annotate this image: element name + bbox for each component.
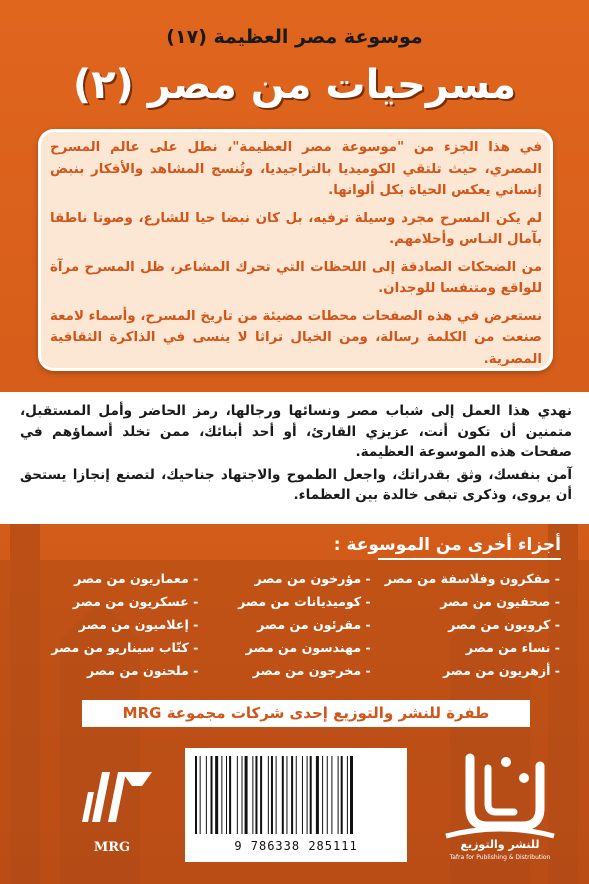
isbn-number: 9 786338 285111 [234, 839, 358, 853]
intro-paragraph: من الضحكات الصادقة إلى اللحظات التي تحرك المشاعر، ظل المسرح مرآة للواقع ومتنفسا للوجدان. [50, 259, 542, 296]
series-title: موسوعة مصر العظيمة (١٧) [166, 26, 423, 48]
list-item: - نساء من مصر [465, 640, 560, 655]
barcode-icon [193, 756, 399, 836]
barcode-bar [286, 756, 287, 834]
barcode-bar [237, 756, 238, 834]
publisher-line: طفرة للنشر والتوزيع إحدى شركات مجموعة MRG [82, 700, 530, 727]
heading-underline [378, 558, 561, 560]
list-item: - كتّاب سيناريو من مصر [51, 640, 199, 655]
dedication-paragraph: آمن بنفسك، وثق بقدراتك، واجعل الطموح والاجتهاد جناحيك، لتصنع إنجازا يستحق أن يروى، وذكرى تبقى خالدة بين العظماء. [20, 466, 572, 503]
intro-paragraph: في هذا الجزء من "موسوعة مصر العظيمة"، نطل على عالم المسرح المصري، حيث تلتقي الكوميديا بالتراجيديا، وتُنسج المشاهد والأفكار بنبض إنساني يعكس الحياة بكل ألوانها. [50, 140, 542, 198]
list-item: - عسكريون من مصر [72, 594, 199, 609]
list-item: - كوميديانات من مصر [238, 594, 371, 609]
dedication-paragraph: نهدي هذا العمل إلى شباب مصر ونسائها ورجالها، رمز الحاضر وأمل المستقبل، متمنين أن تكون أنت، عزيزي القارئ، أو أحد أبنائك، ممن تخلد أسماؤهم في صفحات هذه الموسوعة العظيمة. [20, 403, 572, 460]
list-item: - صحفيون من مصر [440, 594, 560, 609]
barcode-bar [310, 756, 312, 834]
barcode-bar [316, 756, 319, 834]
intro-paragraph: نستعرض في هذه الصفحات محطات مضيئة من تاريخ المسرح، وأسماء لامعة صنعت من الكلمة رسالة، ومن الخيال تراثا لا ينسى في الذاكرة الثقافية المصرية. [50, 308, 542, 367]
barcode-bar [296, 756, 297, 834]
barcode-bar [245, 756, 248, 834]
list-item: - مؤرخون من مصر [254, 571, 371, 586]
barcode-bar [350, 756, 353, 834]
list-item: - مهندسون من مصر [245, 640, 371, 655]
barcode-bar [260, 756, 262, 834]
barcode-bar [200, 756, 201, 834]
barcode-bar [331, 756, 332, 834]
barcode-bar [229, 756, 231, 834]
other-parts-heading: أجزاء أخرى من الموسوعة : [333, 535, 561, 555]
barcode-bar [302, 756, 303, 834]
barcode-bar [255, 756, 257, 834]
list-item: - إعلاميون من مصر [78, 617, 199, 632]
barcode-bar [291, 756, 293, 834]
barcode-bar [206, 756, 207, 834]
barcode-bar [347, 756, 348, 834]
barcode-bar [252, 756, 253, 834]
barcode-bar [282, 756, 284, 834]
barcode-bar [242, 756, 243, 834]
book-title: مسرحيات من مصر (٢) [72, 62, 517, 108]
list-item: - مفكرون وفلاسفة من مصر [384, 571, 560, 586]
barcode-bar [226, 756, 227, 834]
list-item: - أزهريون من مصر [442, 663, 560, 678]
barcode-bar [322, 756, 323, 834]
barcode-bar [338, 756, 339, 834]
mrg-logo-label: MRG [93, 840, 131, 855]
list-item: - معماريون من مصر [74, 571, 199, 586]
barcode-bar [211, 756, 213, 834]
list-item: - ملحنون من مصر [87, 663, 199, 678]
barcode-bar [215, 756, 218, 834]
list-item: - مخرجون من مصر [252, 663, 371, 678]
barcode-bar [276, 756, 277, 834]
mrg-logo-icon [62, 752, 162, 852]
list-item: - كرويون من مصر [448, 617, 560, 632]
other-parts-list [40, 567, 560, 683]
barcode-bar [221, 756, 222, 834]
list-item: - مقرئون من مصر [257, 617, 371, 632]
tafra-logo-english: Tafra for Publishing & Distribution [449, 854, 551, 861]
tafra-logo-arabic: للنشر والتوزيع [460, 838, 540, 851]
barcode-bar [271, 756, 273, 834]
barcode-bar [307, 756, 308, 834]
intro-paragraph: لم يكن المسرح مجرد وسيلة ترفيه، بل كان نبضا حيا للشارع، وصوتا ناطقا بآمال النـاس وأحلامهم. [50, 210, 542, 247]
intro-text [50, 137, 542, 376]
barcode-bar [327, 756, 328, 834]
barcode-bar [268, 756, 269, 834]
barcode-bar [341, 756, 343, 834]
barcode-bar [195, 756, 197, 834]
dedication-text [20, 401, 572, 508]
